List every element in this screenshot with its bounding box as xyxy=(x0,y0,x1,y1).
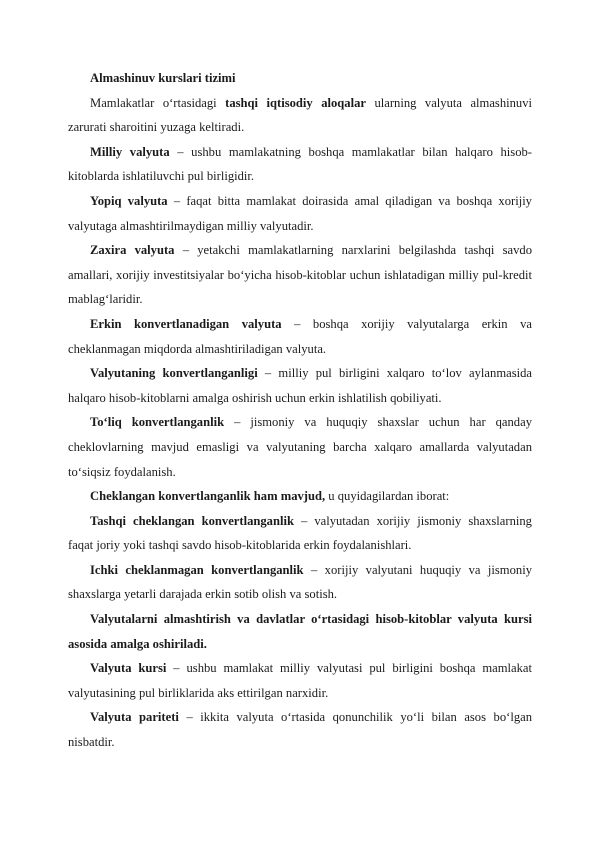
paragraph-text: – valyutadan xorijiy jismoniy shaxslarning faqat joriy yoki tashqi savdo hisob-kitoblarida erkin foydalanishlari. xyxy=(68,513,532,553)
paragraph-text: ularning valyuta almashinuvi zarurati sharoitini yuzaga keltiradi. xyxy=(68,95,533,135)
paragraph-text: – jismoniy va huquqiy shaxslar uchun har qanday cheklovlarning mavjud emasligi va valyutaning barcha xalqaro amallarda valyutadan to‘siqsiz foydalanish. xyxy=(68,415,532,479)
paragraph-text: Mamlakatlar o‘rtasidagi xyxy=(90,95,226,110)
paragraph-text: – ushbu mamlakatning boshqa mamlakatlar bilan halqaro hisob-kitoblarda ishlatiluvchi pul birligidir. xyxy=(68,144,532,184)
paragraph-term: Cheklangan konvertlanganlik ham mavjud, xyxy=(90,489,326,504)
paragraph-11 xyxy=(68,607,532,656)
document-page xyxy=(68,66,532,755)
paragraph-10 xyxy=(68,558,532,607)
paragraph-term: Tashqi cheklangan konvertlanganlik xyxy=(90,513,294,528)
paragraph-12 xyxy=(68,656,532,705)
paragraph-term: Valyutalarni almashtirish va davlatlar o‘rtasidagi hisob-kitoblar valyuta kursi asosida amalga oshiriladi. xyxy=(68,612,532,651)
paragraph-2 xyxy=(68,140,532,189)
paragraph-text: – boshqa xorijiy valyutalarga erkin va cheklanmagan miqdorda almashtiriladigan valyuta. xyxy=(68,316,532,356)
paragraph-term: Erkin konvertlanadigan valyuta xyxy=(90,316,282,331)
paragraph-7 xyxy=(68,410,532,484)
paragraph-8 xyxy=(68,484,532,509)
heading-text: Almashinuv kurslari tizimi xyxy=(90,71,236,85)
paragraph-term: Valyutaning konvertlanganligi xyxy=(90,366,258,381)
paragraph-term: Valyuta kursi xyxy=(90,661,167,676)
paragraph-term: Yopiq valyuta xyxy=(90,193,168,208)
paragraph-term: Ichki cheklanmagan konvertlanganlik xyxy=(90,562,304,577)
paragraph-term: Zaxira valyuta xyxy=(90,243,175,258)
paragraph-term: To‘liq konvertlanganlik xyxy=(90,415,225,430)
paragraph-9 xyxy=(68,509,532,558)
paragraph-text: – faqat bitta mamlakat doirasida amal qiladigan va boshqa xorijiy valyutaga almashtirilmaydigan milliy valyutadir. xyxy=(68,193,532,233)
paragraph-text: – ikkita valyuta o‘rtasida qonunchilik yo‘li bilan asos bo‘lgan nisbatdir. xyxy=(68,710,532,750)
paragraph-text: u quyidagilardan iborat: xyxy=(325,489,450,504)
paragraph-term: tashqi iqtisodiy aloqalar xyxy=(225,95,366,110)
paragraph-text: – ushbu mamlakat milliy valyutasi pul birligini boshqa mamlakat valyutasining pul birliklarida aks ettirilgan narxidir. xyxy=(68,661,532,700)
paragraph-4 xyxy=(68,238,532,312)
paragraph-6 xyxy=(68,361,532,410)
paragraph-1 xyxy=(68,91,532,140)
section-heading xyxy=(68,66,532,91)
paragraph-term: Milliy valyuta xyxy=(90,144,170,159)
paragraph-text: – milliy pul birligini xalqaro to‘lov aylanmasida halqaro hisob-kitoblarni amalga oshirish uchun erkin ishlatilish qobiliyati. xyxy=(68,366,532,405)
paragraph-5 xyxy=(68,312,532,361)
paragraph-3 xyxy=(68,189,532,238)
paragraph-text: – yetakchi mamlakatlarning narxlarini belgilashda tashqi savdo amallari, xorijiy investitsiyalar bo‘yicha hisob-kitoblar uchun ishlatadigan milliy pul-kredit mablag‘laridir. xyxy=(68,243,533,307)
paragraph-term: Valyuta pariteti xyxy=(90,710,179,725)
paragraph-text: – xorijiy valyutani huquqiy va jismoniy shaxslarga yetarli darajada erkin sotib olish va sotish. xyxy=(68,562,532,602)
paragraph-13 xyxy=(68,705,532,754)
